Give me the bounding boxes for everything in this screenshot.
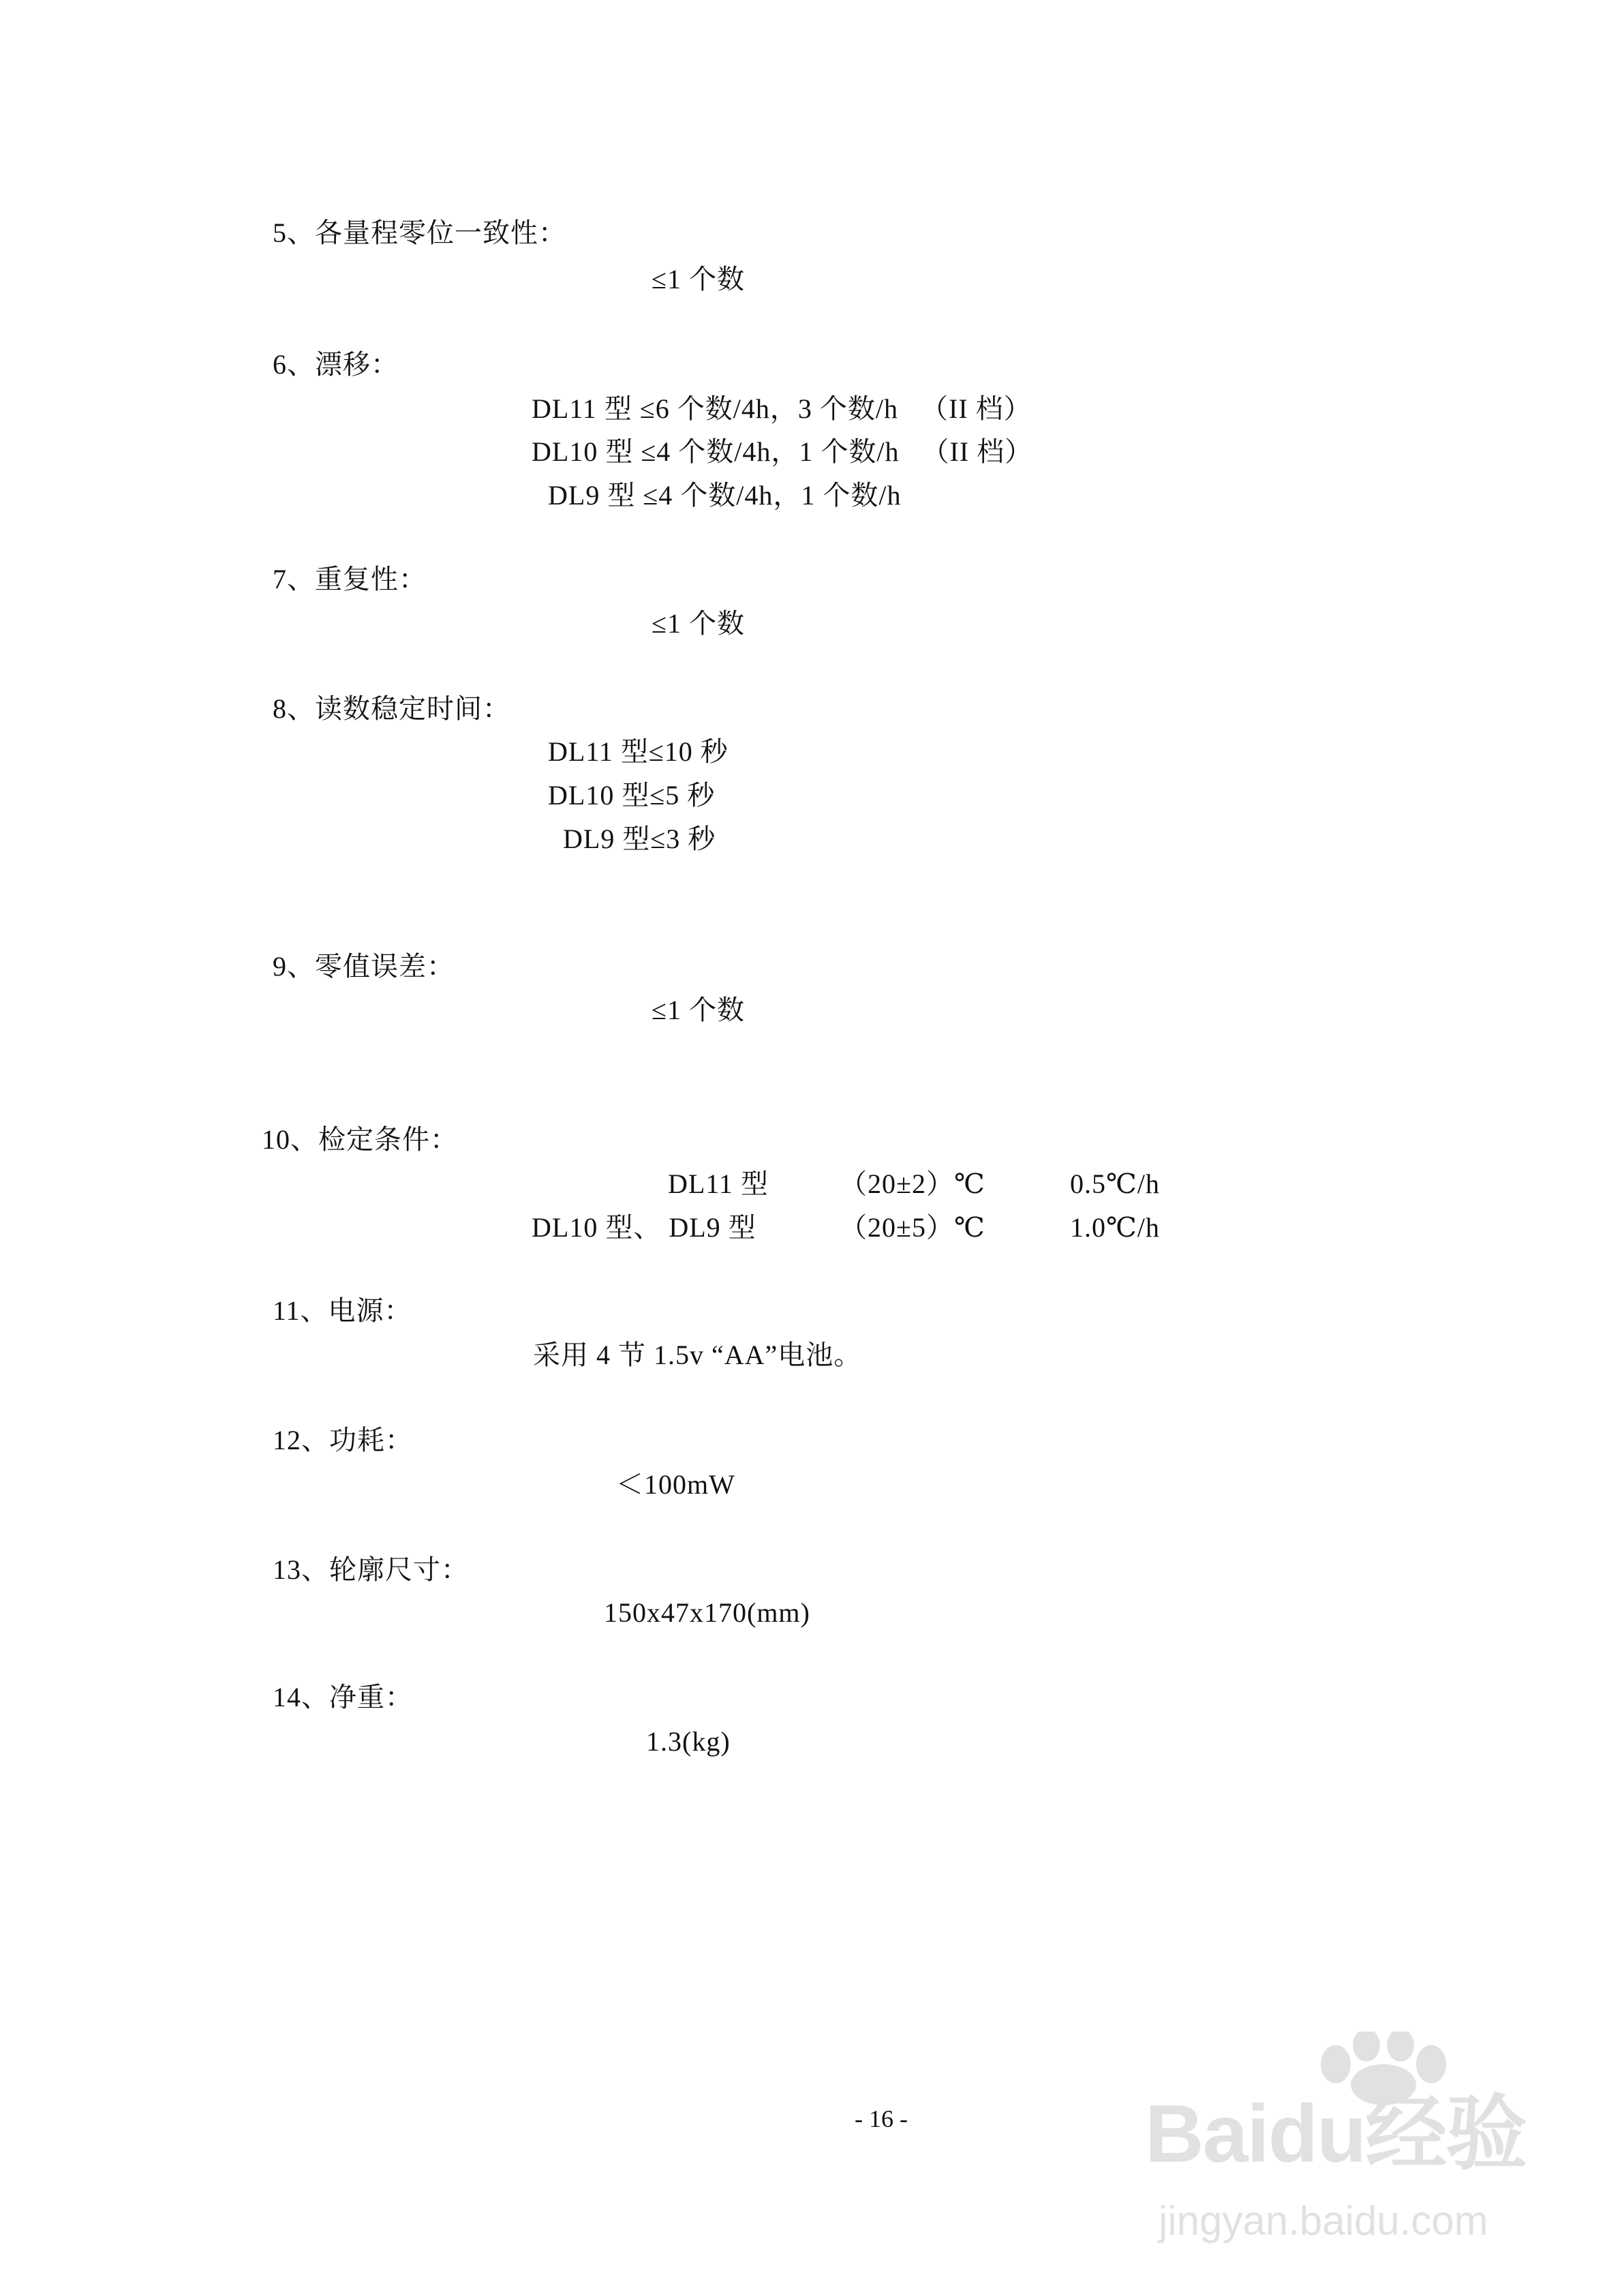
conditions-rate: 1.0℃/h [1070, 1212, 1160, 1243]
section-7-value: ≤1 个数 [652, 608, 745, 639]
section-5-title: 5、各量程零位一致性： [273, 217, 566, 248]
page-number: - 16 - [855, 2105, 908, 2132]
section-11-value: 采用 4 节 1.5v “AA”电池。 [533, 1340, 862, 1370]
conditions-model: DL10 型、 DL9 型 [532, 1212, 756, 1243]
section-9-value: ≤1 个数 [652, 995, 745, 1025]
conditions-temp: （20±2）℃ [840, 1168, 985, 1199]
section-8-title: 8、读数稳定时间： [273, 693, 510, 724]
drift-row-dl11: DL11 型 ≤6 个数/4h，3 个数/h （II 档） [532, 393, 1032, 424]
section-11-title: 11、电源： [273, 1295, 412, 1326]
watermark-brand: Baidu经验 [1145, 2088, 1527, 2179]
watermark-site: jingyan.baidu.com [1159, 2198, 1488, 2244]
section-12-value: ＜100mW [616, 1469, 735, 1500]
settle-row-dl9: DL9 型≤3 秒 [563, 824, 716, 854]
settle-row-dl10: DL10 型≤5 秒 [548, 780, 716, 811]
conditions-temp: （20±5）℃ [840, 1212, 985, 1243]
section-6-title: 6、漂移： [273, 349, 399, 380]
drift-row-dl10: DL10 型 ≤4 个数/4h，1 个数/h （II 档） [532, 436, 1033, 467]
conditions-rate: 0.5℃/h [1070, 1168, 1160, 1199]
baidu-watermark [1118, 2031, 1595, 2256]
section-9-title: 9、零值误差： [273, 951, 455, 982]
section-14-value: 1.3(kg) [646, 1726, 731, 1757]
drift-row-dl9: DL9 型 ≤4 个数/4h，1 个数/h [548, 480, 902, 511]
section-5-value: ≤1 个数 [652, 264, 745, 294]
settle-row-dl11: DL11 型≤10 秒 [548, 736, 729, 767]
section-7-title: 7、重复性： [273, 564, 427, 594]
section-14-title: 14、净重： [273, 1682, 413, 1712]
conditions-model: DL11 型 [668, 1168, 769, 1199]
section-12-title: 12、功耗： [273, 1425, 413, 1455]
section-10-title: 10、检定条件： [262, 1124, 458, 1155]
section-13-value: 150x47x170(mm) [604, 1597, 810, 1628]
section-13-title: 13、轮廓尺寸： [273, 1554, 469, 1585]
